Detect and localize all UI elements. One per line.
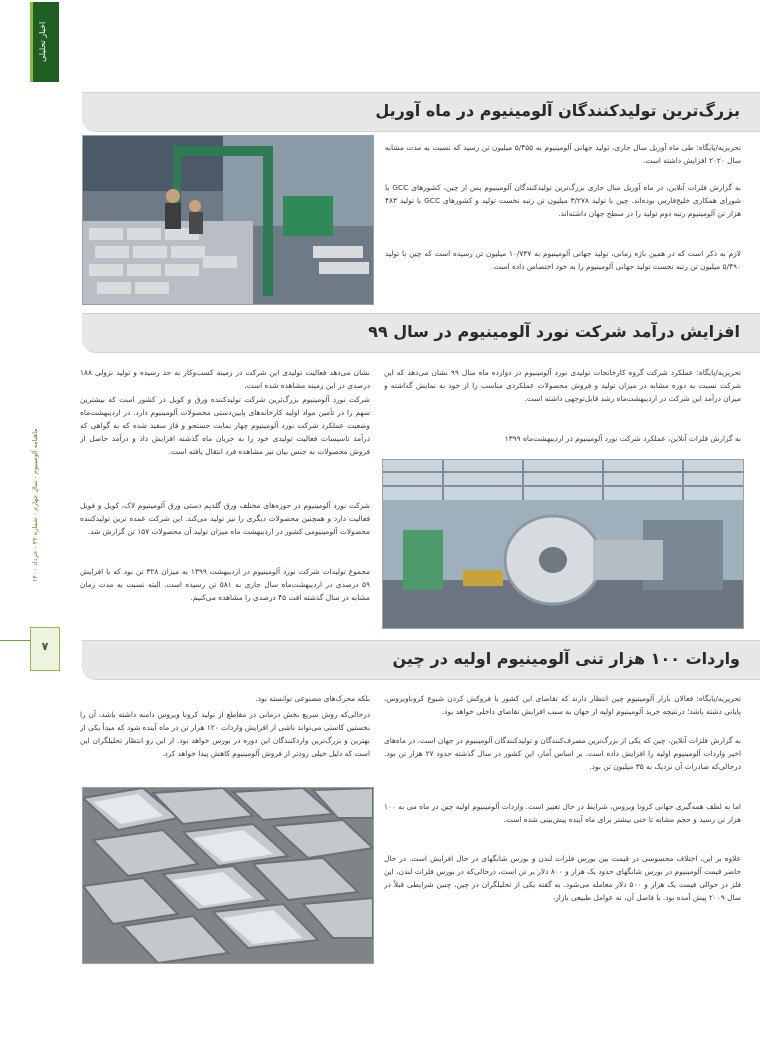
article2-photo-rolling-mill — [382, 459, 744, 629]
article1-paragraph-2: به گزارش فلزات آنلاین، در ماه آوریل سال جاری بزرگ‌ترین تولیدکنندگان آلومینیوم پس از چین، کشورهای GCC یا شورای همکاری خلیج‌فارس بوده‌اند. چین با تولید ۳/۲۷۸ میلیون تن رتبه نخست تولید و کشورهای GCC با تولید ۴۸۳ هزار تن آلومینیوم رتبه دوم تولید را در سطح جهان داشته‌اند. — [385, 183, 741, 218]
article2-title: افزایش درآمد شرکت نورد آلومینیوم در سال ۹۹ — [368, 322, 740, 341]
article3-paragraph-right-3: اما به لطف همه‌گیری جهانی کرونا ویروس، شرایط در حال تغییر است. واردات آلومینیوم اولیه چین در ماه می به ۱۰۰ هزار تن رسید و حجم مشابه تا حتی بیشتر برای ماه آینده پیش‌بینی شده است. — [384, 802, 741, 824]
article3-title: واردات ۱۰۰ هزار تنی آلومینیوم اولیه در چین — [392, 649, 740, 668]
article1-paragraph-3: لازم به ذکر است که در همین بازه زمانی، تولید جهانی آلومینیوم به ۱۰/۷۳۷ میلیون تن رسیده است که چین با تولید ۵/۴۹۰ میلیون تن رتبه نخست تولید جهانی آلومینیوم را به خود اختصاص داده است. — [385, 249, 741, 271]
article2-paragraph-left-2: شرکت نورد آلومینیوم بزرگ‌ترین شرکت تولیدکننده ورق و کویل در کشور است که بیشترین سهم را در تأمین مواد اولیه کارخانه‌های پایین‌دستی محصولات آلومینیوم دارد. در اردیبهشت‌ماه وضعیت عملکرد شرکت نورد آلومینیوم چهار نمایت جستجو و فاز سفید شده که به گواهی که درآمد تاسیسات فعالیت تولیدی خود را به جریان ماه گذشته افزایش داد و درآمد حاصل از فروش محصولات به جنس بیان نیز مشاهده فرد انتقال یافته است. — [80, 395, 370, 456]
article3-photo-aluminium-ingots — [82, 787, 374, 964]
article2-paragraph-left-3: شرکت نورد آلومینیوم در حوزه‌های مختلف ورق گلدیم دستی ورق آلومینیوم لاک، کویل و فویل فعالیت دارد و همچنین محصولات دیگری را نیز تولید می‌کند. این شرکت عمده ترین تولیدکننده محصولات آلومینیومی کشور در اردیبهشت ماه میزان تولید آن محصولات ۱۵۷ تن گزارش شد. — [80, 501, 370, 536]
article3-paragraph-right-2: به گزارش فلزات آنلاین، چین که یکی از بزرگ‌ترین مصرف‌کنندگان و تولیدکنندگان آلومینیوم در جهان است، در ماه‌های اخیر واردات آلومینیوم اولیه را افزایش داده است. بر اساس آمار، این کشور در سال گذشته حدود ۲۷ هزار تن بود. درحالی‌که صادرات آن نزدیک به ۳۵ میلیون تن بود. — [384, 736, 741, 771]
article2-paragraph-left-1: نشان می‌دهد فعالیت تولیدی این شرکت در زمینه کسب‌وکار به حد رسیده و تولید نزولی ۱۸۸ درصدی در این زمینه مشاهده شده است. — [80, 368, 370, 390]
article3-paragraph-right-4: علاوه بر این، اختلاف محسوسی در قیمت بین بورس فلزات لندن و بورس شانگهای در حال افزایش است. در حال حاضر قیمت آلومینیوم در بورس شانگهای حدود یک هزار و ۸۰۰ دلار بر تن است، درحالی‌که در بورس فلزات لندن، این فلز در حوالی قیمت یک هزار و ۵۰۰ دلار معامله می‌شود. به گفته یکی از تحلیلگران در چین، چنین شرایطی قبلاً در سال ۲۰۰۹ پیش آمده بود. با فاصل آن، نه عوامل طبیعی بازار، — [384, 854, 741, 902]
page-number: ۷ — [41, 640, 49, 653]
article1-title: بزرگ‌ترین تولیدکنندگان آلومینیوم در ماه آوریل — [375, 101, 740, 120]
article2-paragraph-right-1: تحریریه/پایگاه: عملکرد شرکت گروه کارخانجات تولیدی نورد آلومینیوم در دوازده ماه سال ۹۹ نشان می‌دهد که این شرکت نسبت به دوره مشابه در میزان تولید و فروش محصولات عملکردی مناسب را از خود به نمایش گذاشته و میزان درآمد این شرکت در اردیبهشت‌ماه رشد قابل‌توجهی داشته است. — [384, 368, 741, 403]
article2-paragraph-left-4: مجموع تولیدات شرکت نورد آلومینیوم در اردیبهشت ۱۳۹۹ به میزان ۳۲۸ تن بود که با افزایش ۵۹ درصدی در اردیبهشت‌ماه سال جاری به ۵۸۱ تن رسیده است. البته نسبت به مدت زمان مشابه در سال گذشته افت ۴۵ درصدی را مشاهده می‌کنیم. — [80, 567, 370, 602]
article3-paragraph-left-2: درحالی‌که روش سریع بخش درمانی در مقاطع از تولید کرونا ویروس دامنه داشته باشد، آن را نخستین کاستی می‌تواند ناشی از افزایش واردات ۱۲۰ هزار تن در ماه آینده شود که مبدأ یکی از بهترین و بزرگ‌ترین واردکنندگان این دوره در بورس خواهد بود. از این رو انتظار تحلیلگران این است که دلیل خیلی زودتر از فروش آلومینیوم کاهش پیدا خواهد کرد. — [80, 710, 370, 758]
article1-photo-aluminium-ingots — [82, 135, 374, 305]
article2-paragraph-right-2: به گزارش فلزات آنلاین، عملکرد شرکت نورد آلومینیوم در اردیبهشت‌ماه ۱۳۹۹ — [504, 434, 741, 443]
magazine-side-caption: ماهنامه آلومینیوم - سال چهارم - شماره ۴۲ - خرداد ۱۴۰۰ — [31, 428, 39, 582]
article3-paragraph-right-1: تحریریه/پایگاه: فعالان بازار آلومینیوم چین انتظار دارند که تقاضای این کشور با فروکش کردن شیوع کروناویروس، پایانی دشته باشد؛ درنتیجه خرید آلومینیوم اولیه از جهان به سبب افزایش تقاضای داخلی خواهد بود. — [384, 694, 741, 716]
article1-paragraph-1: تحریریه/پایگاه: طی ماه آوریل سال جاری، تولید جهانی آلومینیوم به ۵/۴۵۵ میلیون تن رسید که نسبت به مدت مشابه سال ۲۰۲۰ افزایش داشته است. — [385, 143, 741, 165]
section-tab-label: اخبار تحلیلی — [38, 21, 47, 63]
article3-paragraph-left-1: بلکه محرک‌های مصنوعی توانسته بود. — [255, 694, 370, 703]
